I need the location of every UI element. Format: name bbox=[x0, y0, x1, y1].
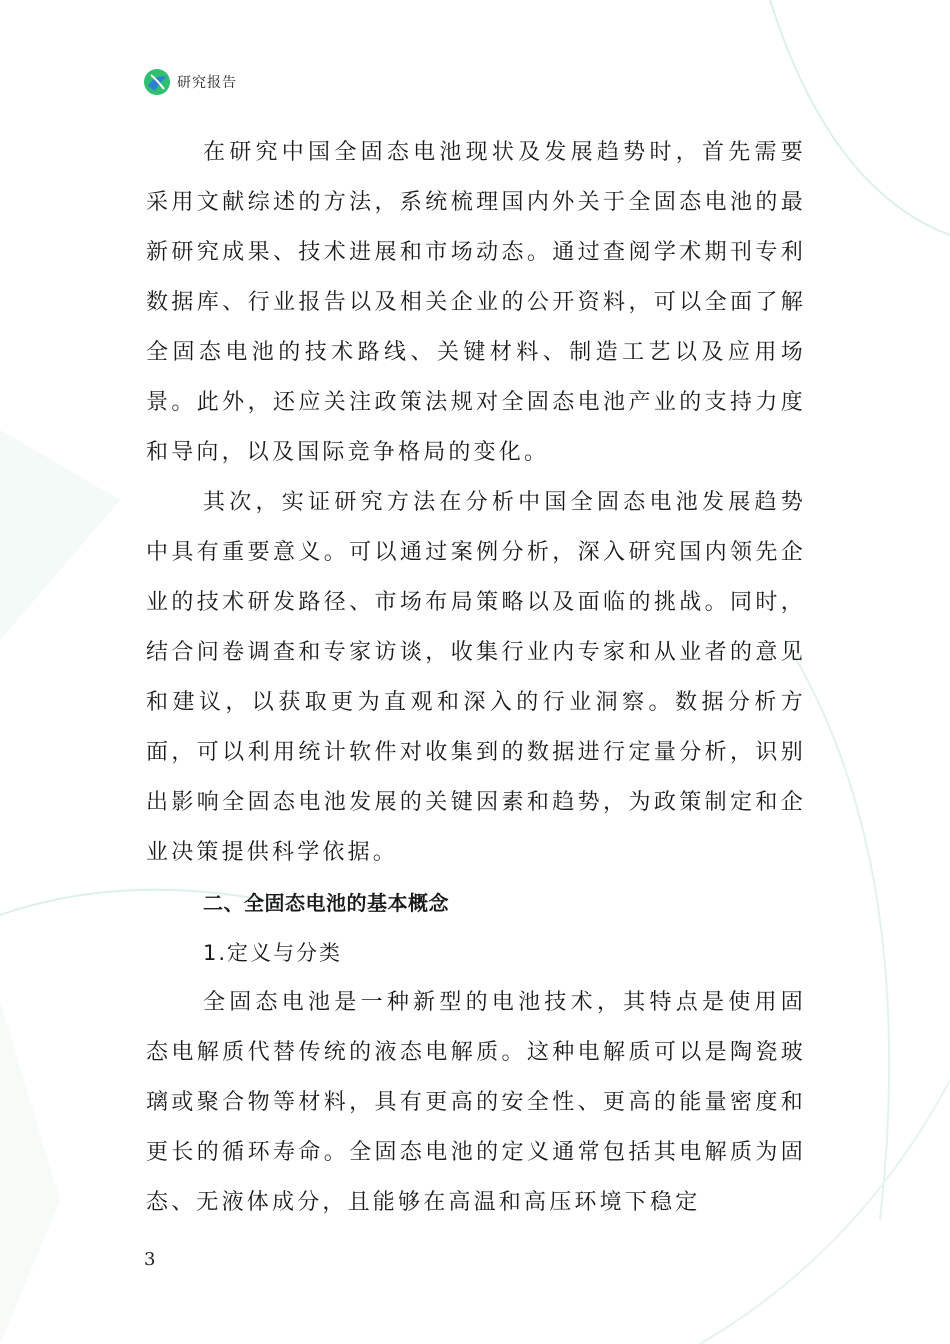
page-content bbox=[146, 128, 806, 1228]
page-number: 3 bbox=[144, 1249, 156, 1270]
section-heading: 二、全固态电池的基本概念 bbox=[203, 891, 449, 915]
report-logo-icon bbox=[143, 68, 171, 96]
header-title: 研究报告 bbox=[177, 75, 237, 91]
paragraph-definition: 全固态电池是一种新型的电池技术，其特点是使用固态电解质代替传统的液态电解质。这种电解质可以是陶瓷玻璃或聚合物等材料，具有更高的安全性、更高的能量密度和更长的循环寿命。全固态电池的定义通常包括其电解质为固态、无液体成分，且能够在高温和高压环境下稳定 bbox=[146, 990, 806, 1215]
page-header bbox=[143, 67, 237, 97]
paragraph-research-methods: 在研究中国全固态电池现状及发展趋势时，首先需要采用文献综述的方法，系统梳理国内外关于全固态电池的最新研究成果、技术进展和市场动态。通过查阅学术期刊专利数据库、行业报告以及相关企业的公开资料，可以全面了解全固态电池的技术路线、关键材料、制造工艺以及应用场景。此外，还应关注政策法规对全固态电池产业的支持力度和导向，以及国际竞争格局的变化。 bbox=[146, 140, 806, 465]
paragraph-empirical-methods: 其次，实证研究方法在分析中国全固态电池发展趋势中具有重要意义。可以通过案例分析，深入研究国内领先企业的技术研发路径、市场布局策略以及面临的挑战。同时，结合问卷调查和专家访谈，收集行业内专家和从业者的意见和建议，以获取更为直观和深入的行业洞察。数据分析方面，可以利用统计软件对收集到的数据进行定量分析，识别出影响全固态电池发展的关键因素和趋势，为政策制定和企业决策提供科学依据。 bbox=[146, 490, 806, 865]
subsection-heading: 1.定义与分类 bbox=[203, 941, 343, 965]
